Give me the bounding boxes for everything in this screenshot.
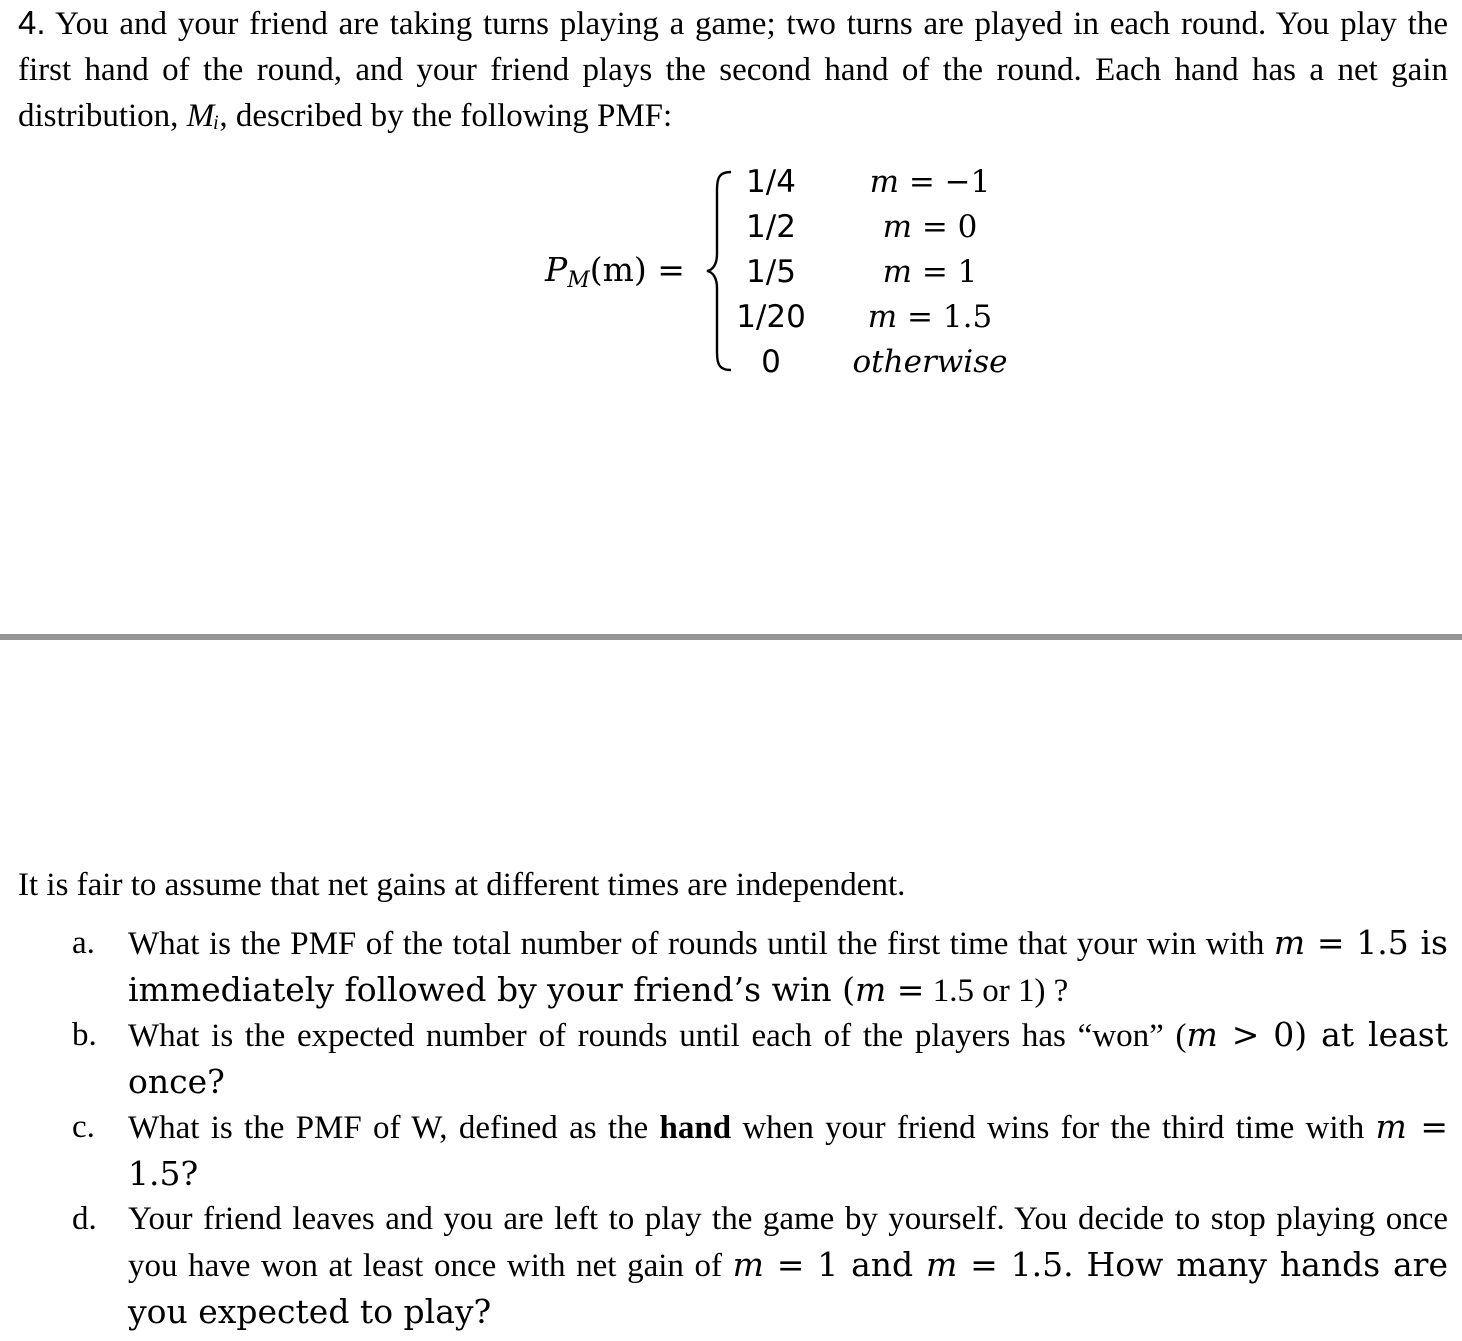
question-c-label: c. — [72, 1109, 95, 1145]
question-a: What is the PMF of the total number of rounds until the first time that your win with m = 1.5 is immediately followed by your friend’s win (m = 1.5 or 1) ? — [128, 923, 1448, 1009]
pmf-condition-5: otherwise — [852, 344, 1008, 380]
question-a-label: a. — [72, 925, 95, 961]
problem-number: 4. — [18, 4, 46, 41]
page-divider — [0, 634, 1462, 640]
pmf-condition-2: m = 0 — [882, 209, 978, 245]
intro-text-1: You and your friend are taking turns playing a game; two turns are played in each round. You play the first hand of the round, and your friend plays the second hand of the round. Each hand has a net gain distribution, — [18, 6, 1448, 134]
question-d-label: d. — [72, 1201, 97, 1237]
assumption-text: It is fair to assume that net gains at different times are independent. — [18, 867, 906, 903]
pmf-value-5: 0 — [761, 344, 781, 380]
pmf-condition-4: m = 1.5 — [867, 299, 993, 335]
pmf-lhs: $P_M(m)$ = — [545, 250, 685, 293]
intro-variable: Mᵢ — [186, 98, 220, 134]
pmf-lhs-subscript: M — [567, 268, 590, 293]
pmf-lhs-arg: (m) = — [589, 250, 685, 289]
pmf-value-1: 1/4 — [746, 164, 796, 200]
pmf-value-2: 1/2 — [746, 209, 796, 245]
pmf-value-4: 1/20 — [736, 299, 806, 335]
question-b: What is the expected number of rounds until each of the players has “won” (m > 0) at least once? — [128, 1015, 1448, 1101]
problem-intro — [18, 0, 1448, 139]
pmf-condition-3: m = 1 — [882, 254, 978, 290]
question-b-label: b. — [72, 1017, 97, 1053]
pmf-condition-1: m = −1 — [869, 164, 991, 200]
question-c: What is the PMF of W, defined as the hand when your friend wins for the third time with m = 1.5? — [128, 1107, 1448, 1193]
pmf-value-3: 1/5 — [746, 254, 796, 290]
question-d: Your friend leaves and you are left to play the game by yourself. You decide to stop playing once you have won at least once with net gain of m = 1 and m = 1.5. How many hands are you expected to play? — [128, 1201, 1448, 1331]
intro-text-2: , described by the following PMF: — [219, 98, 673, 134]
